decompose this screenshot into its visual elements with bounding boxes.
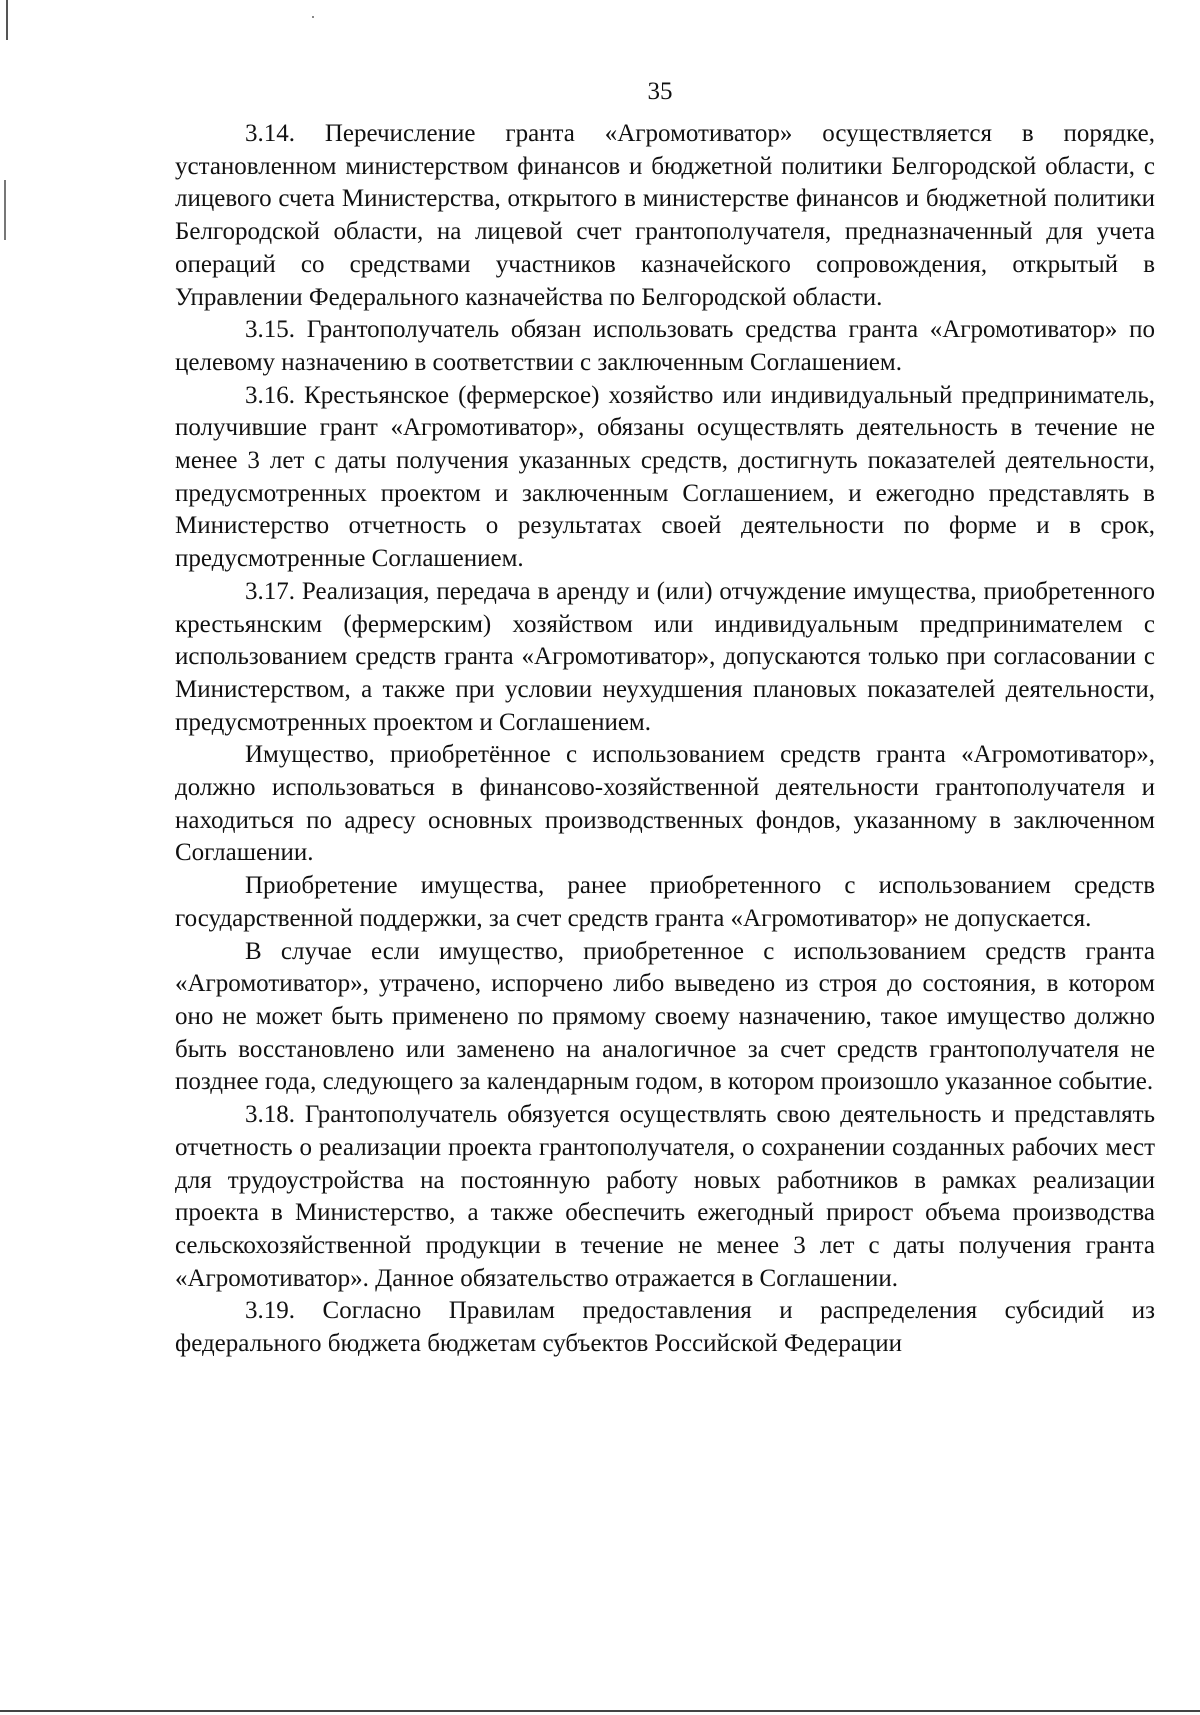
- paragraph-3-19: 3.19. Согласно Правилам предоставления и распределения субсидий из федерального бюджета бюджетам субъектов Российской Федерации: [175, 1297, 1155, 1358]
- paragraph-property-loss: В случае если имущество, приобретенное с использованием средств гранта «Агромотиватор», утрачено, испорчено либо выведено из строя до состояния, в котором оно не может быть применено по прямому своему назначению, такое имущество должно быть восстановлено или заменено на аналогичное за счет средств грантополучателя не позднее года, следующего за календарным годом, в котором произошло указанное событие.: [175, 937, 1155, 1096]
- paragraph-3-16: 3.16. Крестьянское (фермерское) хозяйство или индивидуальный предприниматель, получившие грант «Агромотиватор», обязаны осуществлять деятельность в течение не менее 3 лет с даты получения указанных средств, достигнуть показателей деятельности, предусмотренных проектом и заключенным Соглашением, и ежегодно представлять в Министерство отчетность о результатах своей деятельности по форме и в срок, предусмотренные Соглашением.: [175, 381, 1155, 573]
- document-body: [175, 118, 1155, 1361]
- paragraph-3-17: 3.17. Реализация, передача в аренду и (или) отчуждение имущества, приобретенного крестьянским (фермерским) хозяйством или индивидуальным предпринимателем с использованием средств гранта «Агромотиватор», допускаются только при согласовании с Министерством, а также при условии неухудшения плановых показателей деятельности, предусмотренных проектом и Соглашением.: [175, 577, 1155, 736]
- scan-edge-mark: [4, 180, 6, 240]
- paragraph-property-acquisition: Приобретение имущества, ранее приобретенного с использованием средств государственной поддержки, за счет средств гранта «Агромотиватор» не допускается.: [175, 872, 1155, 932]
- page-number: 35: [647, 78, 673, 105]
- page-bottom-edge: [0, 1710, 1200, 1712]
- paragraph-property-use: Имущество, приобретённое с использованием средств гранта «Агромотиватор», должно использоваться в финансово-хозяйственной деятельности грантополучателя и находиться по адресу основных производственных фондов, указанному в заключенном Соглашении.: [175, 741, 1155, 867]
- paragraph-3-18: 3.18. Грантополучатель обязуется осуществлять свою деятельность и представлять отчетность о реализации проекта грантополучателя, о сохранении созданных рабочих мест для трудоустройства на постоянную работу новых работников в рамках реализации проекта в Министерство, а также обеспечить ежегодный прирост объема производства сельскохозяйственной продукции в течение не менее 3 лет с даты получения гранта «Агромотиватор». Данное обязательство отражается в Соглашении.: [175, 1101, 1155, 1292]
- scan-edge-mark: [6, 0, 8, 40]
- paragraph-3-15: 3.15. Грантополучатель обязан использовать средства гранта «Агромотиватор» по целевому назначению в соответствии с заключенным Соглашением.: [175, 316, 1155, 376]
- paragraph-3-14: 3.14. Перечисление гранта «Агромотиватор» осуществляется в порядке, установленном министерством финансов и бюджетной политики Белгородской области, с лицевого счета Министерства, открытого в министерстве финансов и бюджетной политики Белгородской области, на лицевой счет грантополучателя, предназначенный для учета операций со средствами участников казначейского сопровождения, открытый в Управлении Федерального казначейства по Белгородской области.: [175, 120, 1155, 311]
- scan-speck: [312, 16, 314, 18]
